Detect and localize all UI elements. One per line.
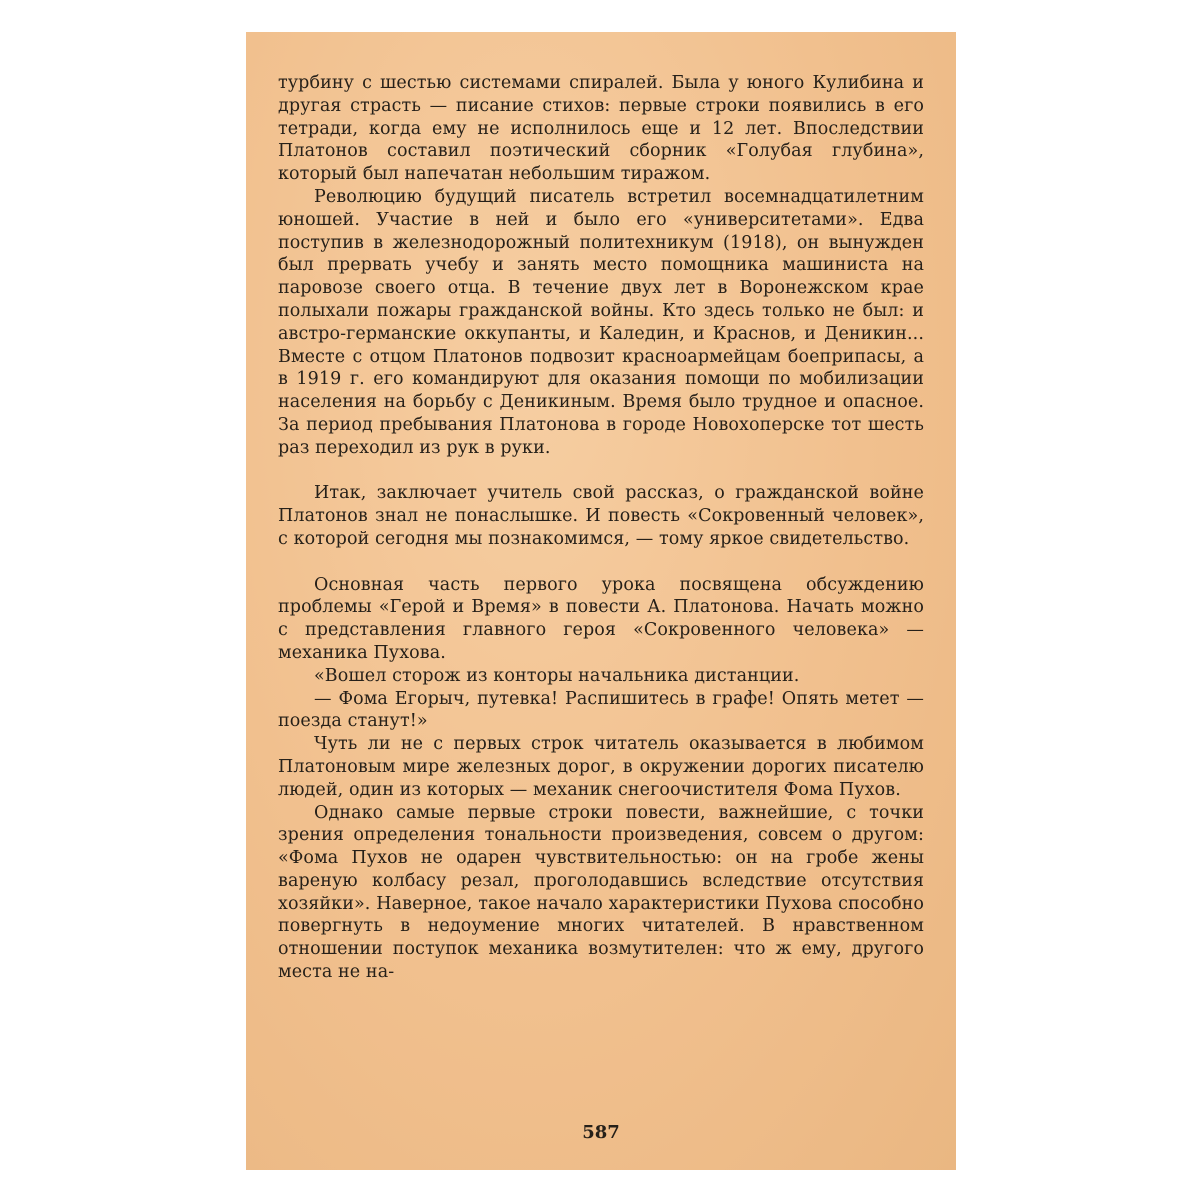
page-body: [278, 72, 924, 984]
paragraph: Основная часть первого урока посвящена обсуждению проблемы «Герой и Время» в повести А. Платонова. Начать можно с представления главного героя «Сокровенного человека» — механика Пухова.: [278, 574, 924, 663]
page-number: 587: [582, 1122, 620, 1143]
paragraph: Чуть ли не с первых строк читатель оказывается в любимом Платоновым мире железных дорог, в окружении дорогих писателю людей, один из которых — механик снегоочистителя Фома Пухов.: [278, 734, 924, 800]
paragraph: турбину с шестью системами спиралей. Была у юного Кулибина и другая страсть — писание стихов: первые строки появились в его тетради, когда ему не исполнилось еще и 12 лет. Впоследствии Платонов составил поэтический сборник «Голубая глубина», который был напечатан небольшим тиражом.: [278, 73, 924, 185]
quote-line: «Вошел сторож из конторы начальника дистанции.: [314, 665, 800, 686]
paragraph: Итак, заключает учитель свой рассказ, о гражданской войне Платонов знал не понаслышке. И повесть «Сокровенный человек», с которой сегодня мы познакомимся, — тому яркое свидетельство.: [278, 483, 924, 549]
quote-line: — Фома Егорыч, путевка! Распишитесь в графе! Опять метет — поезда станут!»: [278, 688, 924, 732]
paragraph: Революцию будущий писатель встретил восемнадцатилетним юношей. Участие в ней и было его «университетами». Едва поступив в железнодорожный политехникум (1918), он вынужден был прервать учебу и занять место помощника машиниста на паровозе своего отца. В течение двух лет в Воронежском крае полыхали пожары гражданской войны. Кто здесь только не был: и австро-германские оккупанты, и Каледин, и Краснов, и Деникин... Вместе с отцом Платонов подвозит красноармейцам боеприпасы, а в 1919 г. его командируют для оказания помощи по мобилизации населения на борьбу с Деникиным. Время было трудное и опасное. За период пребывания Платонова в городе Новохоперске тот шесть раз переходил из рук в руки.: [278, 186, 924, 458]
paragraph: Однако самые первые строки повести, важнейшие, с точки зрения определения тональности произведения, совсем о другом: «Фома Пухов не одарен чувствительностью: он на гробе жены вареную колбасу резал, проголодавшись вследствие отсутствия хозяйки». Наверное, такое начало характеристики Пухова способно повергнуть в недоумение многих читателей. В нравственном отношении поступок механика возмутителен: что ж ему, другого места не на-: [278, 802, 924, 983]
book-page: [246, 32, 956, 1170]
